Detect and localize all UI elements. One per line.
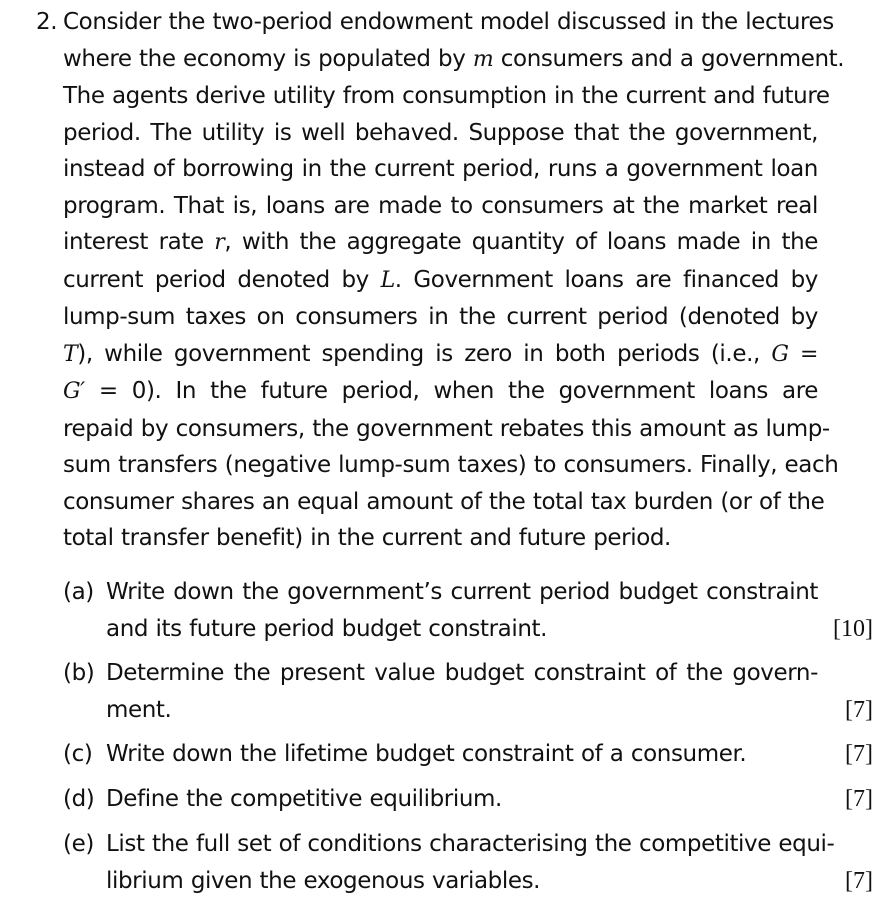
math-L: L bbox=[380, 267, 395, 293]
part-label: (d) bbox=[63, 786, 95, 812]
question-line: instead of borrowing in the current period, runs a government loan bbox=[63, 156, 818, 182]
marks-badge: [10] bbox=[833, 616, 873, 642]
question-body bbox=[63, 4, 845, 557]
question-line: current period denoted by L. Government loans are financed by bbox=[63, 266, 818, 293]
question-line: lump-sum taxes on consumers in the current period (denoted by bbox=[63, 304, 818, 330]
question-line: The agents derive utility from consumption in the current and future bbox=[63, 83, 830, 109]
question-line: Consider the two-period endowment model discussed in the lectures bbox=[63, 9, 834, 35]
part-label: (b) bbox=[63, 660, 95, 686]
part-label: (e) bbox=[63, 831, 94, 857]
marks-badge: [7] bbox=[845, 868, 873, 894]
part-text: Define the competitive equilibrium. bbox=[106, 786, 502, 812]
math-T: T bbox=[63, 341, 78, 367]
math-m: m bbox=[472, 46, 494, 72]
question-line: G′ = 0). In the future period, when the government loans are bbox=[63, 378, 818, 404]
part-text: Write down the lifetime budget constraint of a consumer. bbox=[106, 741, 747, 767]
question-line: consumer shares an equal amount of the total tax burden (or of the bbox=[63, 488, 825, 515]
question-line: program. That is, loans are made to consumers at the market real bbox=[63, 192, 818, 219]
part-text: List the full set of conditions characterising the competitive equi- librium given the exogenous variables. bbox=[106, 831, 835, 894]
marks-badge: [7] bbox=[845, 697, 873, 723]
question-line: sum transfers (negative lump-sum taxes) to consumers. Finally, each bbox=[63, 452, 839, 478]
marks-badge: [7] bbox=[845, 741, 873, 767]
marks-badge: [7] bbox=[845, 786, 873, 812]
part-text: Determine the present value budget constraint of the govern- ment. bbox=[106, 660, 818, 723]
question-line: interest rate r, with the aggregate quantity of loans made in the bbox=[63, 229, 819, 255]
question-line: repaid by consumers, the government rebates this amount as lump- bbox=[63, 415, 830, 442]
math-r: r bbox=[214, 230, 225, 255]
question-line: where the economy is populated by m consumers and a government. bbox=[63, 45, 845, 72]
part-label: (c) bbox=[63, 741, 93, 767]
part-text: Write down the government’s current period budget constraint and its future period budget constraint. bbox=[106, 579, 818, 642]
question-line: period. The utility is well behaved. Suppose that the government, bbox=[63, 119, 818, 146]
part-label: (a) bbox=[63, 579, 94, 605]
math-equals: = bbox=[799, 341, 818, 367]
question-line: total transfer benefit) in the current and future period. bbox=[63, 525, 671, 551]
question-line: T), while government spending is zero in both periods (i.e., G = bbox=[63, 340, 818, 367]
question-number: 2. bbox=[36, 9, 58, 35]
math-G-prime: G′ bbox=[63, 379, 85, 404]
math-G: G bbox=[771, 341, 789, 367]
